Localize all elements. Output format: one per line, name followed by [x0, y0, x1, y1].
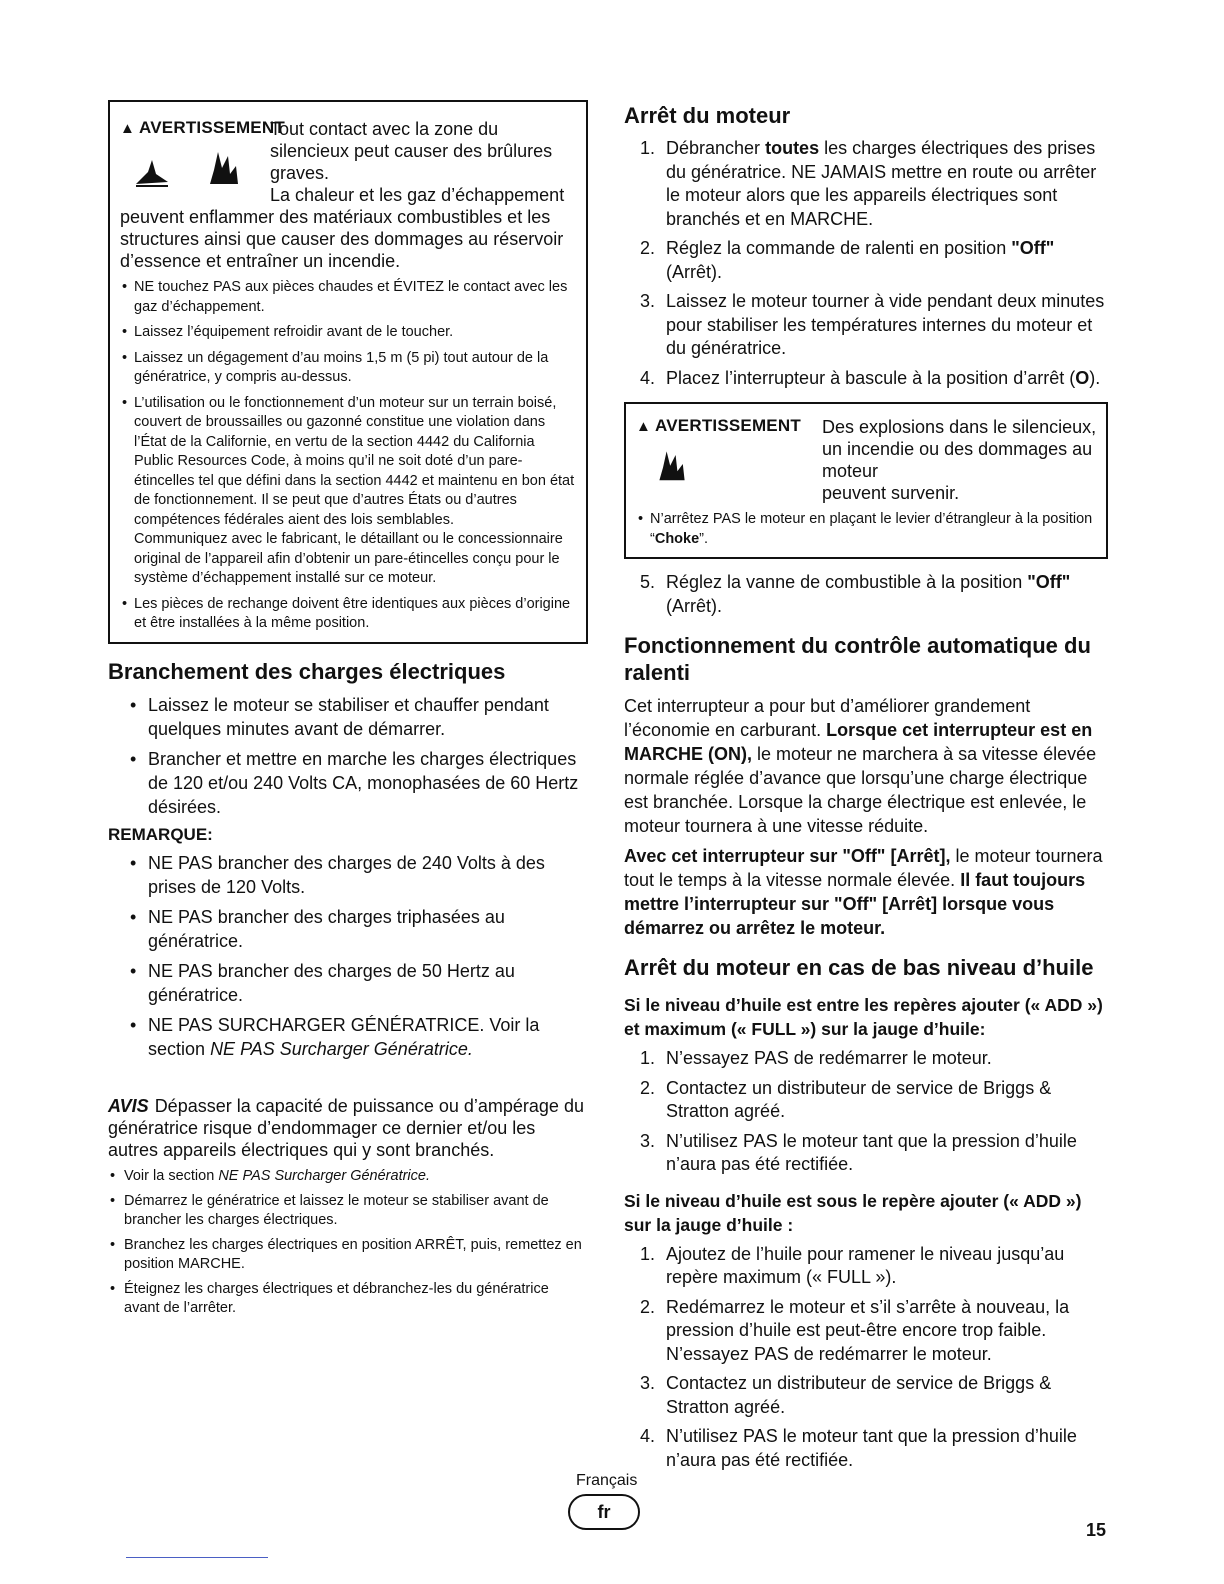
avis-notice: AVIS Dépasser la capacité de puissance ou d’ampérage du génératrice risque d’endommager ce dernier et/ou les autres appareils électriques qui y sont branchés.	[108, 1095, 584, 1160]
warning-bullet: • NE touchez PAS aux pièces chaudes et ÉVITEZ le contact avec les gaz d’échappement.	[134, 278, 578, 317]
fire-icon	[654, 446, 690, 482]
alert-triangle-icon: ▲	[120, 120, 136, 137]
idle-paragraph: Cet interrupteur a pour but d’améliorer grandement l’économie en carburant. Lorsque cet interrupteur est en MARCHE (ON), le moteur ne marchera à sa vitesse élevée normale réglée d’avance que lorsqu’une charge électrique est branchée. Lorsque la charge électrique est enlevée, le moteur tournera à une vitesse réduite.	[624, 696, 1097, 836]
warning-note: Communiquez avec le fabricant, le détaillant ou le concessionnaire original de l’appareil afin d’obtenir un pare-étincelles conçu pour le système d’échappement installé sur ce moteur.	[134, 531, 563, 586]
right-column	[624, 100, 1108, 1478]
language-badge: fr	[568, 1494, 640, 1530]
oil-subheading: Si le niveau d’huile est sous le repère ajouter (« ADD ») sur la jauge d’huile :	[624, 1190, 1082, 1235]
list-item: • Laissez le moteur se stabiliser et chauffer pendant quelques minutes avant de démarrer.	[148, 693, 588, 741]
remarque-bullets	[108, 851, 588, 1061]
section-title-electrical-loads: Branchement des charges électriques	[108, 658, 506, 684]
stop-steps	[624, 137, 1108, 390]
warning-label: ▲ AVERTISSEMENT	[120, 118, 285, 137]
warning-line: silencieux peut causer des brûlures	[270, 141, 553, 161]
list-item: • NE PAS brancher des charges de 50 Hertz au génératrice.	[148, 959, 588, 1007]
list-item: 2. Contactez un distributeur de service de Briggs & Stratton agréé.	[640, 1077, 1052, 1121]
section-title-engine-stop: Arrêt du moteur	[624, 103, 791, 128]
left-column	[108, 100, 588, 1324]
warning-text: peuvent enflammer des matériaux combustibles et les structures ainsi que causer des dommages au réservoir d’essence et entraîner un incendie.	[120, 207, 564, 271]
warning-box-burns	[108, 100, 588, 644]
list-item: 4. Placez l’interrupteur à bascule à la position d’arrêt (O).	[640, 367, 1101, 388]
remarque-label: REMARQUE:	[108, 824, 213, 844]
footer-divider	[126, 1557, 268, 1558]
warning-line: graves.	[270, 163, 330, 183]
section-title-auto-idle: Fonctionnement du contrôle automatique du ralenti	[624, 633, 1091, 685]
list-item: 1. Ajoutez de l’huile pour ramener le niveau jusqu’au repère maximum (« FULL »).	[640, 1243, 1065, 1287]
warning-box-explosions	[624, 402, 1108, 559]
list-item: • NE PAS SURCHARGER GÉNÉRATRICE. Voir la section NE PAS Surcharger Génératrice.	[148, 1013, 588, 1061]
list-item: • Voir la section NE PAS Surcharger Génératrice.	[124, 1167, 588, 1186]
list-item: • NE PAS brancher des charges de 240 Volts à des prises de 120 Volts.	[148, 851, 588, 899]
footer-language: Français	[576, 1472, 638, 1489]
warning-line: Des explosions dans le silencieux,	[822, 417, 1097, 437]
hot-surface-icon	[132, 152, 172, 188]
warning-line: Tout contact avec la zone du	[270, 119, 499, 139]
list-item: • Éteignez les charges électriques et débranchez-les du génératrice avant de l’arrêter.	[124, 1280, 588, 1318]
warning-bullet: • N’arrêtez PAS le moteur en plaçant le levier d’étrangleur à la position “Choke”.	[650, 510, 1098, 549]
warning-bullet: • L’utilisation ou le fonctionnement d’un moteur sur un terrain boisé, couvert de broussailles ou gazonné constitue une violation dans l’État de la Californie, en vertu de la section 4442 du California Public Resources Code, à moins qu’il ne soit doté d’un pare-étincelles tel que défini dans la section 4442 et maintenu en bon état de fonctionnement. Il se peut que d’autres États ou d’autres compétences fédérales aient des lois semblables.	[134, 394, 578, 531]
list-item: 2. Réglez la commande de ralenti en position "Off" (Arrêt).	[640, 238, 1055, 282]
warning-label: ▲ AVERTISSEMENT	[636, 416, 801, 435]
fire-icon	[204, 146, 244, 186]
oil-subheading: Si le niveau d’huile est entre les repères ajouter (« ADD ») et maximum (« FULL ») sur la jauge d’huile:	[624, 995, 1103, 1039]
warning-icons	[120, 110, 285, 194]
list-item: 3. Laissez le moteur tourner à vide pendant deux minutes pour stabiliser les températures internes du moteur et du génératrice.	[640, 291, 1105, 358]
warning-line: La chaleur et les gaz d’échappement	[270, 185, 565, 205]
avis-label: AVIS	[108, 1095, 149, 1116]
avis-bullets	[108, 1167, 588, 1318]
warning-line: peuvent survenir.	[822, 483, 960, 503]
warning-icons	[636, 412, 801, 484]
list-item: • Branchez les charges électriques en position ARRÊT, puis, remettez en position MARCHE.	[124, 1236, 588, 1274]
list-item: 3. Contactez un distributeur de service de Briggs & Stratton agréé.	[640, 1373, 1052, 1417]
warning-bullet: • Laissez un dégagement d’au moins 1,5 m (5 pi) tout autour de la génératrice, y compris au-dessus.	[134, 349, 578, 388]
idle-paragraph: Avec cet interrupteur sur "Off" [Arrêt], le moteur tournera tout le temps à la vitesse normale élevée. Il faut toujours mettre l’interrupteur sur "Off" [Arrêt] lorsque vous démarrez ou arrêtez le moteur.	[624, 846, 1103, 938]
list-item: • Démarrez le génératrice et laissez le moteur se stabiliser avant de brancher les charges électriques.	[124, 1192, 588, 1230]
list-item: 4. N’utilisez PAS le moteur tant que la pression d’huile n’aura pas été rectifiée.	[640, 1426, 1077, 1470]
warning-bullets	[120, 278, 578, 530]
warning-line: un incendie ou des dommages au moteur	[822, 439, 1093, 481]
alert-triangle-icon: ▲	[636, 418, 652, 435]
list-item: 5. Réglez la vanne de combustible à la position "Off" (Arrêt).	[640, 572, 1071, 616]
list-item: 1. Débrancher toutes les charges électriques des prises du génératrice. NE JAMAIS mettre en route ou arrêter le moteur alors que les appareils électriques sont branchés et en MARCHE.	[640, 138, 1097, 229]
loads-bullets	[108, 693, 588, 819]
warning-bullet: • Laissez l’équipement refroidir avant de le toucher.	[134, 323, 578, 343]
list-item: 2. Redémarrez le moteur et s’il s’arrête à nouveau, la pression d’huile est peut-être encore trop faible. N’essayez PAS de redémarrer le moteur.	[640, 1296, 1070, 1364]
section-title-low-oil: Arrêt du moteur en cas de bas niveau d’huile	[624, 955, 1094, 980]
warning-bullet: • Les pièces de rechange doivent être identiques aux pièces d’origine et être installées à la même position.	[134, 595, 578, 634]
page-number: 15	[1086, 1520, 1107, 1540]
list-item: • Brancher et mettre en marche les charges électriques de 120 et/ou 240 Volts CA, monophasées de 60 Hertz désirées.	[148, 747, 588, 819]
list-item: • NE PAS brancher des charges triphasées au génératrice.	[148, 905, 588, 953]
list-item: 3. N’utilisez PAS le moteur tant que la pression d’huile n’aura pas été rectifiée.	[640, 1130, 1077, 1174]
list-item: 1. N’essayez PAS de redémarrer le moteur.	[640, 1048, 992, 1068]
